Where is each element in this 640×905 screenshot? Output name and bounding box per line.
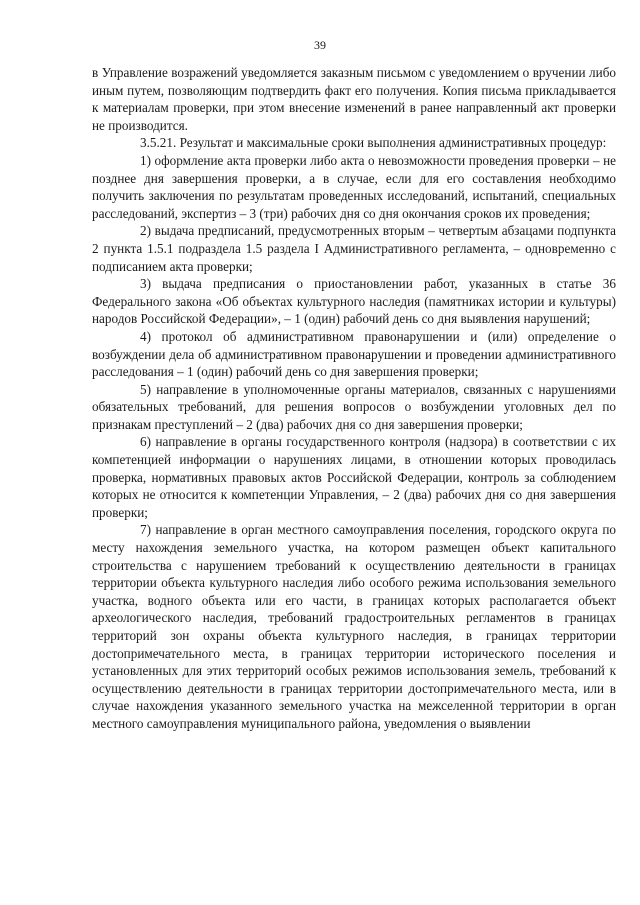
list-item-7: 7) направление в орган местного самоуправления поселения, городского округа по месту нахождения земельного участка, на котором размещен объект капитального строительства с нарушением требований к осуществлению деятельности в границах территории объекта культурного наследия либо особого режима использования земельного участка, водного объекта или его части, в границах которых располагается объект археологического наследия, требований градостроительных регламентов в границах территорий зон охраны объекта культурного наследия, в границах территории достопримечательного места, в границах территории исторического поселения и установленных для этих территорий особых режимов использования земель, требований к осуществлению деятельности в границах территории достопримечательного места, или в случае нахождения указанного земельного участка на межселенной территории в орган местного самоуправления муниципального района, уведомления о выявлении: [92, 522, 616, 731]
list-item-2: 2) выдача предписаний, предусмотренных вторым – четвертым абзацами подпункта 2 пункта 1.5.1 подраздела 1.5 раздела I Административного регламента, – одновременно с подписанием акта проверки;: [92, 223, 616, 274]
page-number: 39: [314, 38, 326, 52]
list-item-5: 5) направление в уполномоченные органы материалов, связанных с нарушениями обязательных требований, для решения вопросов о возбуждении уголовных дел по признакам преступлений – 2 (два) рабочих дня со дня завершения проверки;: [92, 381, 616, 432]
paragraph-3-5-21-heading: 3.5.21. Результат и максимальные сроки выполнения административных процедур:: [140, 135, 607, 151]
paragraph-continuation: в Управление возражений уведомляется заказным письмом с уведомлением о вручении либо иным путем, позволяющим подтвердить факт его получения. Копия письма прикладывается к материалам проверки, при этом внесение изменений в ранее направленный акт проверки не производится.: [92, 65, 616, 133]
list-item-3: 3) выдача предписания о приостановлении работ, указанных в статье 36 Федерального закона «Об объектах культурного наследия (памятниках истории и культуры) народов Российской Федерации», – 1 (один) рабочий день со дня выявления нарушений;: [92, 276, 616, 327]
list-item-4: 4) протокол об административном правонарушении и (или) определение о возбуждении дела об административном правонарушении и проведении административного расследования – 1 (один) рабочий день со дня завершения проверки;: [92, 328, 616, 380]
list-item-6: 6) направление в органы государственного контроля (надзора) в соответствии с их компетенцией информации о нарушениях лицами, в отношении которых проводилась проверка, нормативных правовых актов Российской Федерации, контроль за соблюдением которых не относится к компетенции Управления, – 2 (два) рабочих дня со дня завершения проверки;: [92, 434, 616, 520]
body-text: [92, 64, 616, 733]
list-item-1: 1) оформление акта проверки либо акта о невозможности проведения проверки – не позднее дня завершения проверки, а в случае, если для его составления необходимо получить заключения по результатам проведенных исследований, испытаний, специальных расследований, экспертиз – 3 (три) рабочих дня со дня окончания сроков их проведения;: [92, 152, 616, 221]
